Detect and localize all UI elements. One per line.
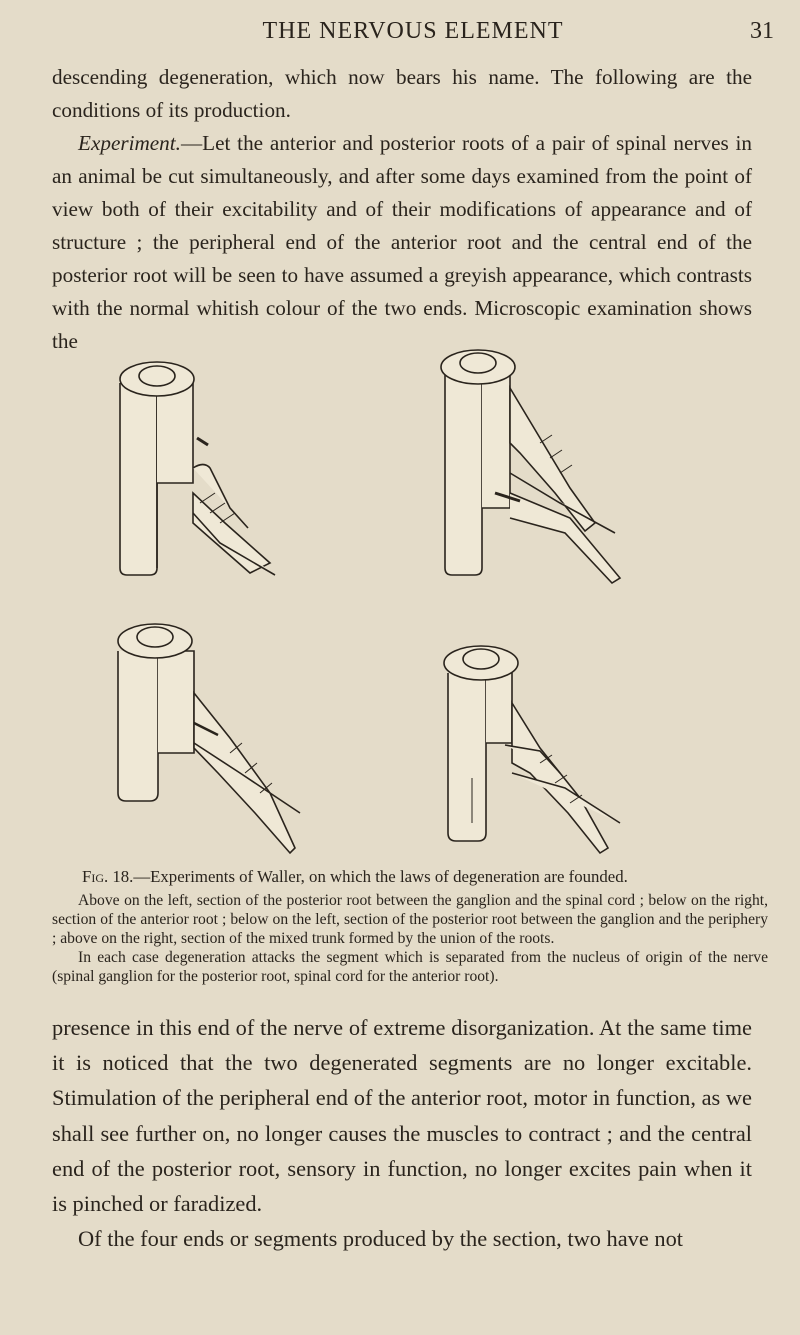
diagram-top-right [441,350,620,583]
caption-title [52,867,768,886]
page-number: 31 [750,18,774,44]
experiment-paragraph [52,127,752,358]
diagram-bottom-right [444,646,620,853]
figure-label: Fig. 18. [82,867,134,886]
caption-paragraph-1: Above on the left, section of the posterior root between the ganglion and the spinal cord ; below on the right, section of the anterior root ; below on the left, section of the posterior root between the ganglion and the periphery ; above on the right, section of the mixed trunk formed by the union of the roots. [52,892,768,947]
paragraph-continued: descending degeneration, which now bears his name. The following are the conditions of its production. [52,65,752,122]
diagram-bottom-left [118,624,300,853]
experiment-text: —Let the anterior and posterior roots of a pair of spinal nerves in an animal be cut simultaneously, and after some days examined from the point of view both of their excitability and of their modifications of appearance and of structure ; the peripheral end of the anterior root and the central end of the posterior root will be seen to have assumed a greyish appearance, which contrasts with the normal whitish colour of the two ends. Microscopic examination shows the [52,131,752,353]
experiment-label: Experiment. [78,131,181,155]
caption-heading: —Experiments of Waller, on which the laws of degeneration are founded. [133,867,628,886]
body-text-top [52,61,752,358]
figure-caption [52,867,768,986]
page-header [52,18,774,54]
running-title: THE NERVOUS ELEMENT [262,18,564,44]
paragraph-four-ends: Of the four ends or segments produced by the section, two have not [78,1226,684,1252]
figure-waller-experiments [100,343,650,868]
paragraph-presence: presence in this end of the nerve of extreme disorganization. At the same time it is noticed that the two degenerated segments are no longer excitable. Stimulation of the peripheral end of the anterior root, motor in function, as we shall see further on, no longer causes the muscles to contract ; and the central end of the posterior root, sensory in function, no longer excites pain when it is pinched or faradized. [52,1015,752,1217]
body-text-bottom [52,1010,752,1256]
caption-paragraph-2: In each case degeneration attacks the segment which is separated from the nucleus of origin of the nerve (spinal ganglion for the posterior root, spinal cord for the anterior root). [52,949,768,985]
diagram-top-left [120,362,275,575]
